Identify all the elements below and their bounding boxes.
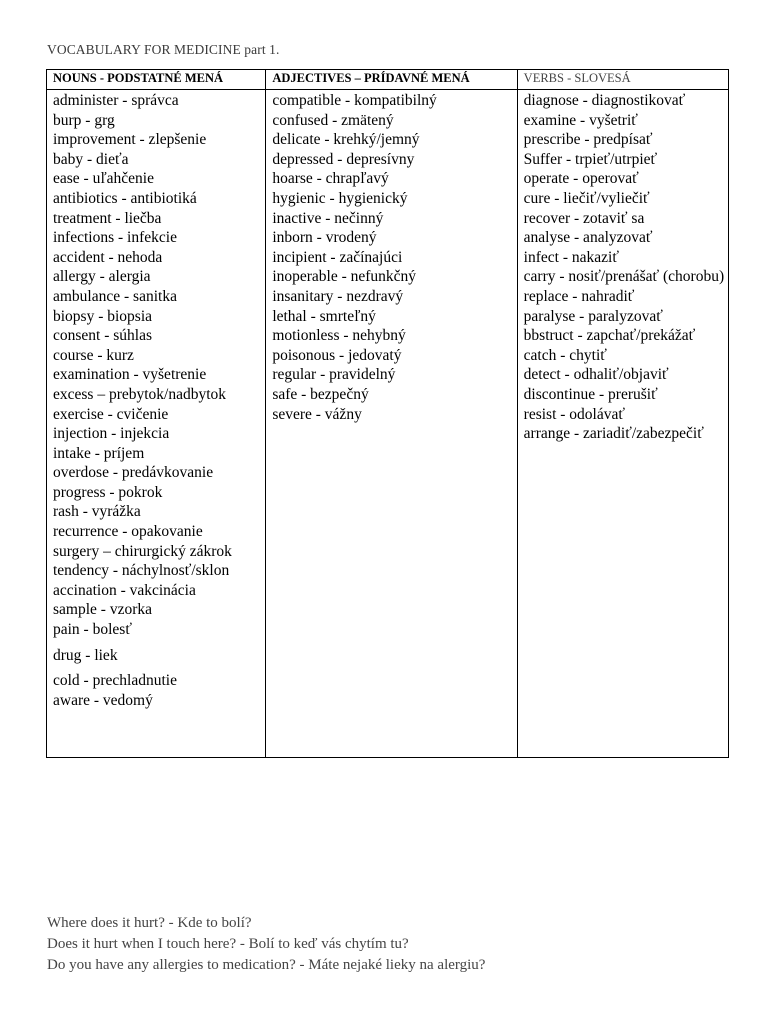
adjective-entry: regular - pravidelný: [272, 366, 396, 384]
verb-entry: analyse - analyzovať: [523, 229, 653, 247]
verb-entry: examine - vyšetriť: [523, 111, 638, 129]
phrase-line: Do you have any allergies to medication? - Máte nejaké lieky na alergiu?: [47, 957, 486, 973]
verb-entry: recover - zotaviť sa: [523, 209, 645, 227]
phrase-line: Does it hurt when I touch here? - Bolí to keď vás chytím tu?: [47, 936, 409, 952]
noun-entry: consent - súhlas: [53, 327, 153, 345]
noun-entry: accident - nehoda: [53, 248, 163, 266]
document-title: VOCABULARY FOR MEDICINE part 1.: [47, 42, 280, 57]
adjective-entry: depressed - depresívny: [272, 150, 415, 168]
verb-entry: Suffer - trpieť/utrpieť: [523, 150, 658, 168]
phrases-section: [47, 913, 485, 976]
verb-entry: operate - operovať: [523, 170, 639, 188]
noun-entry: excess – prebytok/nadbytok: [53, 385, 227, 403]
noun-entry: treatment - liečba: [53, 209, 162, 227]
adjective-entry: motionless - nehybný: [272, 327, 406, 345]
noun-entry: sample - vzorka: [53, 601, 152, 619]
noun-entry: exercise - cvičenie: [53, 405, 169, 423]
noun-entry: antibiotics - antibiotiká: [53, 189, 197, 207]
verb-entry: paralyse - paralyzovať: [523, 307, 663, 325]
noun-entry: drug - liek: [53, 646, 118, 664]
noun-entry: allergy - alergia: [53, 268, 151, 286]
table-body-row: [47, 90, 729, 758]
adjective-entry: incipient - začínajúci: [272, 248, 403, 266]
adjective-entry: hygienic - hygienický: [272, 189, 408, 207]
table-header-row: [47, 70, 729, 90]
phrase-line: Where does it hurt? - Kde to bolí?: [47, 915, 252, 931]
noun-entry: tendency - náchylnosť/sklon: [53, 562, 230, 580]
noun-entry: ease - uľahčenie: [53, 170, 154, 188]
noun-entry: overdose - predávkovanie: [53, 464, 214, 482]
verbs-column: [517, 90, 728, 758]
noun-entry: rash - vyrážka: [53, 503, 141, 521]
adjective-entry: inborn - vrodený: [272, 229, 377, 247]
adjective-entry: safe - bezpečný: [272, 385, 369, 403]
verb-entry: infect - nakaziť: [523, 248, 619, 266]
noun-entry: biopsy - biopsia: [53, 307, 153, 325]
noun-entry: cold - prechladnutie: [53, 672, 177, 690]
adjective-entry: confused - zmätený: [272, 111, 394, 129]
noun-entry: examination - vyšetrenie: [53, 366, 207, 384]
adjective-entry: inactive - nečinný: [272, 209, 384, 227]
adjective-entry: insanitary - nezdravý: [272, 287, 404, 305]
noun-entry: aware - vedomý: [53, 691, 153, 709]
verb-entry: detect - odhaliť/objaviť: [523, 366, 669, 384]
adjective-entry: severe - vážny: [272, 405, 362, 423]
adjective-entry: hoarse - chrapľavý: [272, 170, 389, 188]
verb-entry: diagnose - diagnostikovať: [523, 92, 686, 109]
noun-entry: administer - správca: [53, 92, 179, 109]
noun-entry: recurrence - opakovanie: [53, 523, 203, 541]
verb-entry: prescribe - predpísať: [523, 131, 653, 149]
verb-entry: arrange - zariadiť/zabezpečiť: [523, 425, 704, 443]
noun-entry: ambulance - sanitka: [53, 287, 177, 305]
verb-entry: catch - chytiť: [523, 346, 607, 364]
noun-entry: pain - bolesť: [53, 621, 132, 639]
verb-entry: carry - nosiť/prenášať (chorobu): [523, 268, 725, 286]
noun-entry: accination - vakcinácia: [53, 581, 196, 599]
noun-entry: burp - grg: [53, 111, 115, 129]
noun-entry: baby - dieťa: [53, 150, 129, 168]
verb-entry: resist - odolávať: [523, 405, 625, 423]
adjective-entry: compatible - kompatibilný: [272, 92, 437, 109]
nouns-column: [47, 90, 266, 758]
vocabulary-table: [46, 69, 729, 758]
verbs-header: VERBS - SLOVESÁ: [517, 70, 728, 90]
adjective-entry: poisonous - jedovatý: [272, 346, 402, 364]
noun-entry: intake - príjem: [53, 444, 145, 462]
adjective-entry: inoperable - nefunkčný: [272, 268, 417, 286]
adjectives-header: ADJECTIVES – PRÍDAVNÉ MENÁ: [266, 70, 517, 90]
verb-entry: cure - liečiť/vyliečiť: [523, 189, 650, 207]
adjectives-column: [266, 90, 517, 758]
verb-entry: replace - nahradiť: [523, 287, 635, 305]
nouns-header: NOUNS - PODSTATNÉ MENÁ: [47, 70, 266, 90]
adjective-entry: lethal - smrteľný: [272, 307, 376, 325]
noun-entry: surgery – chirurgický zákrok: [53, 542, 232, 560]
noun-entry: infections - infekcie: [53, 229, 177, 247]
verb-entry: discontinue - prerušiť: [523, 385, 658, 403]
verb-entry: bbstruct - zapchať/prekážať: [523, 327, 696, 345]
noun-entry: improvement - zlepšenie: [53, 131, 207, 149]
noun-entry: course - kurz: [53, 346, 134, 364]
adjective-entry: delicate - krehký/jemný: [272, 131, 420, 149]
noun-entry: injection - injekcia: [53, 425, 170, 443]
noun-entry: progress - pokrok: [53, 483, 163, 501]
